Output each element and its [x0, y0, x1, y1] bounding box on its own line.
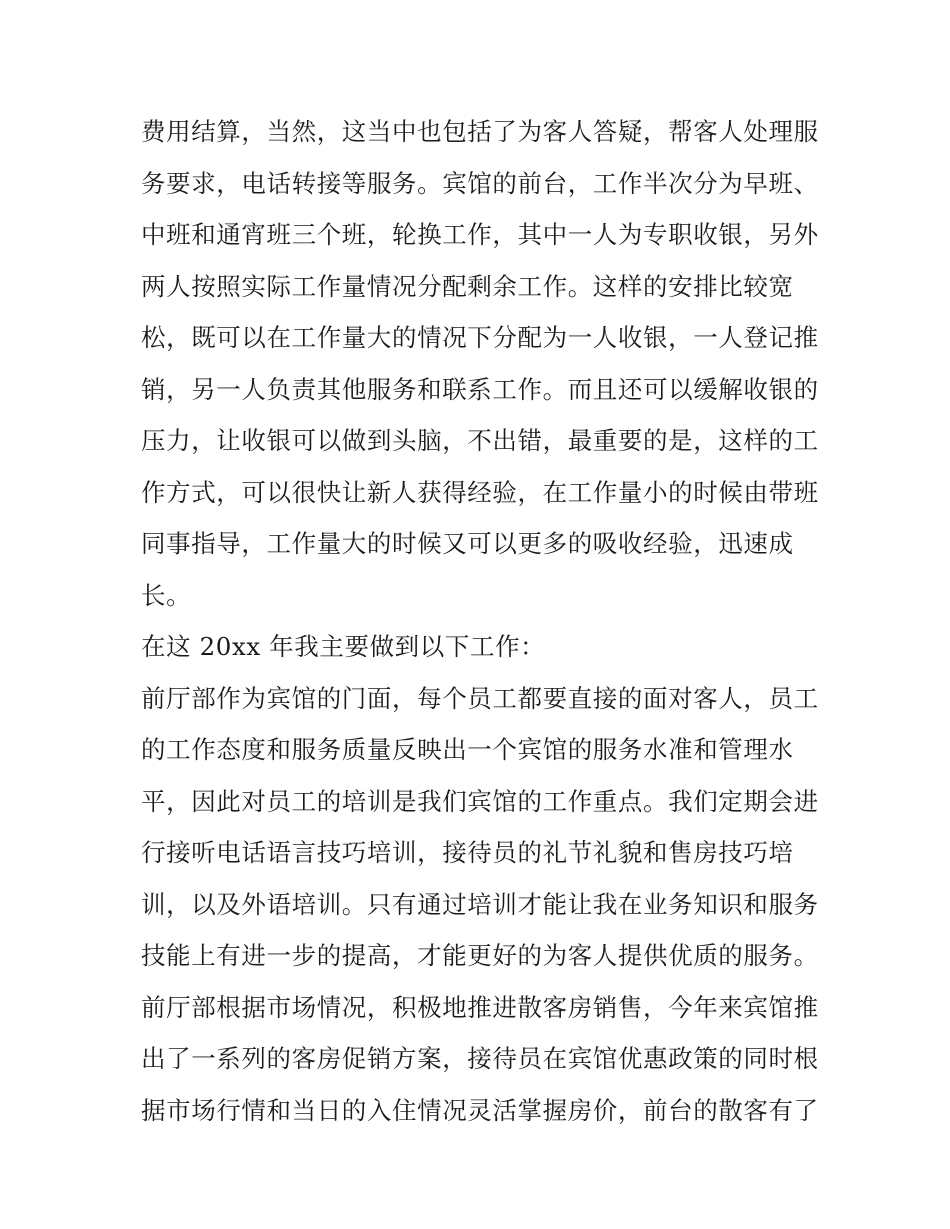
text-line: 训，以及外语培训。只有通过培训才能让我在业务知识和服务 [141, 889, 819, 919]
text-line: 前厅部根据市场情况，积极地推进散客房销售，今年来宾馆推 [141, 992, 819, 1022]
text-line: 务要求，电话转接等服务。宾馆的前台，工作半次分为早班、 [141, 168, 819, 198]
text-line: 据市场行情和当日的入住情况灵活掌握房价，前台的散客有了 [141, 1095, 819, 1125]
text-line: 费用结算，当然，这当中也包括了为客人答疑，帮客人处理服 [141, 117, 819, 146]
text-line: 两人按照实际工作量情况分配剩余工作。这样的安排比较宽 [141, 271, 794, 301]
text-line: 平，因此对员工的培训是我们宾馆的工作重点。我们定期会进 [141, 786, 819, 816]
text-line: 销，另一人负责其他服务和联系工作。而且还可以缓解收银的 [141, 374, 819, 404]
text-line: 同事指导，工作量大的时候又可以更多的吸收经验，迅速成 [141, 529, 794, 558]
text-line: 行接听电话语言技巧培训，接待员的礼节礼貌和售房技巧培 [141, 838, 794, 867]
text-line: 出了一系列的客房促销方案，接待员在宾馆优惠政策的同时根 [141, 1044, 819, 1073]
text-line: 的工作态度和服务质量反映出一个宾馆的服务水准和管理水 [141, 735, 794, 764]
text-line: 长。 [141, 580, 192, 610]
text-line: 前厅部作为宾馆的门面，每个员工都要直接的面对客人，员工 [141, 683, 819, 713]
body-text [141, 106, 819, 1136]
text-line: 技能上有进一步的提高，才能更好的为客人提供优质的服务。 [141, 941, 819, 970]
text-line: 压力，让收银可以做到头脑，不出错，最重要的是，这样的工 [141, 426, 819, 455]
text-line: 中班和通宵班三个班，轮换工作，其中一人为专职收银，另外 [141, 220, 819, 249]
section-intro-line: 在这 20xx 年我主要做到以下工作： [141, 632, 546, 661]
text-line: 作方式，可以很快让新人获得经验，在工作量小的时候由带班 [141, 477, 819, 507]
text-line: 松，既可以在工作量大的情况下分配为一人收银，一人登记推 [141, 323, 819, 352]
